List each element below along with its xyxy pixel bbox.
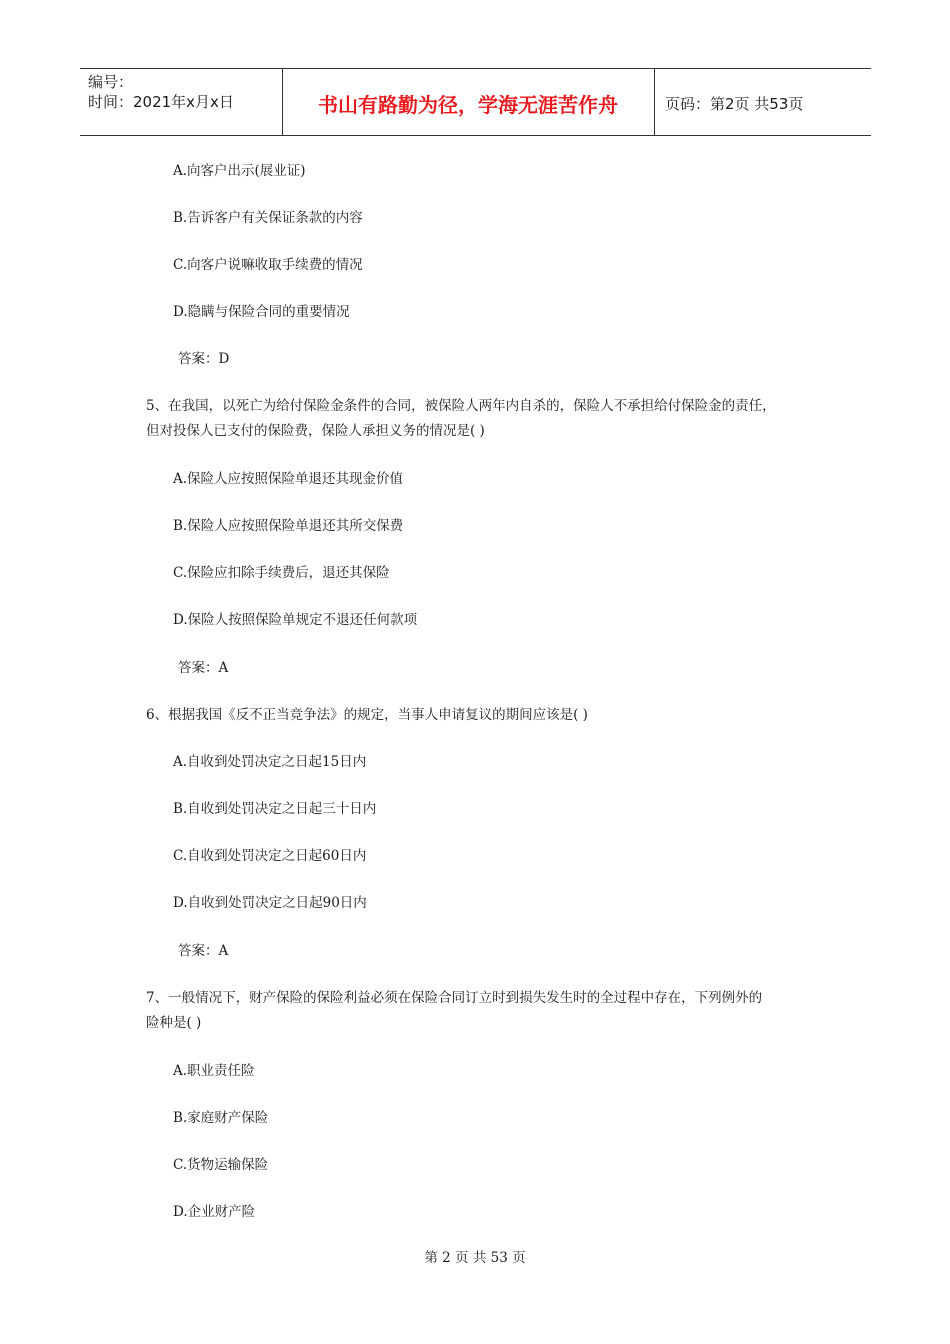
q5-text-line1: 5、在我国，以死亡为给付保险金条件的合同，被保险人两年内自杀的，保险人不承担给付保险金的责任， [146, 398, 776, 414]
q7-option-c: C.货物运输保险 [173, 1157, 269, 1173]
page-info: 页码：第2页 共53页 [665, 95, 804, 113]
number-label: 编号： [88, 73, 134, 91]
q4-option-c: C.向客户说嘛收取手续费的情况 [173, 257, 363, 273]
q6-answer: 答案：A [178, 943, 229, 959]
q6-text-line1: 6、根据我国《反不正当竞争法》的规定，当事人申请复议的期间应该是( ) [146, 707, 588, 723]
q5-text-line2: 但对投保人已支付的保险费，保险人承担义务的情况是( ) [146, 423, 485, 439]
q4-option-d: D.隐瞒与保险合同的重要情况 [173, 304, 350, 320]
q4-option-a: A.向客户出示(展业证) [173, 163, 306, 179]
q7-option-d: D.企业财产险 [173, 1204, 256, 1220]
q6-option-b: B.自收到处罚决定之日起三十日内 [173, 801, 377, 817]
q5-option-b: B.保险人应按照保险单退还其所交保费 [173, 518, 404, 534]
q6-option-c: C.自收到处罚决定之日起60日内 [173, 848, 367, 864]
q7-option-b: B.家庭财产保险 [173, 1110, 269, 1126]
page-footer: 第 2 页 共 53 页 [424, 1250, 526, 1266]
q5-option-c: C.保险应扣除手续费后，退还其保险 [173, 565, 390, 581]
q4-option-b: B.告诉客户有关保证条款的内容 [173, 210, 363, 226]
header-page-cell [655, 69, 871, 135]
motto: 书山有路勤为径，学海无涯苦作舟 [318, 93, 618, 117]
q6-option-a: A.自收到处罚决定之日起15日内 [173, 754, 367, 770]
q5-answer: 答案：A [178, 660, 229, 676]
header-meta-cell [80, 69, 283, 135]
page-header [80, 68, 871, 136]
q7-text-line1: 7、一般情况下，财产保险的保险利益必须在保险合同订立时到损失发生时的全过程中存在，下列例外的 [146, 990, 763, 1006]
q5-option-d: D.保险人按照保险单规定不退还任何款项 [173, 612, 418, 628]
date-line: 时间：2021年x月x日 [88, 93, 234, 111]
q5-option-a: A.保险人应按照保险单退还其现金价值 [173, 471, 404, 487]
header-motto-cell [282, 69, 655, 135]
q4-answer: 答案：D [178, 351, 230, 367]
q7-text-line2: 险种是( ) [146, 1015, 202, 1031]
q6-option-d: D.自收到处罚决定之日起90日内 [173, 895, 367, 911]
q7-option-a: A.职业责任险 [173, 1063, 255, 1079]
